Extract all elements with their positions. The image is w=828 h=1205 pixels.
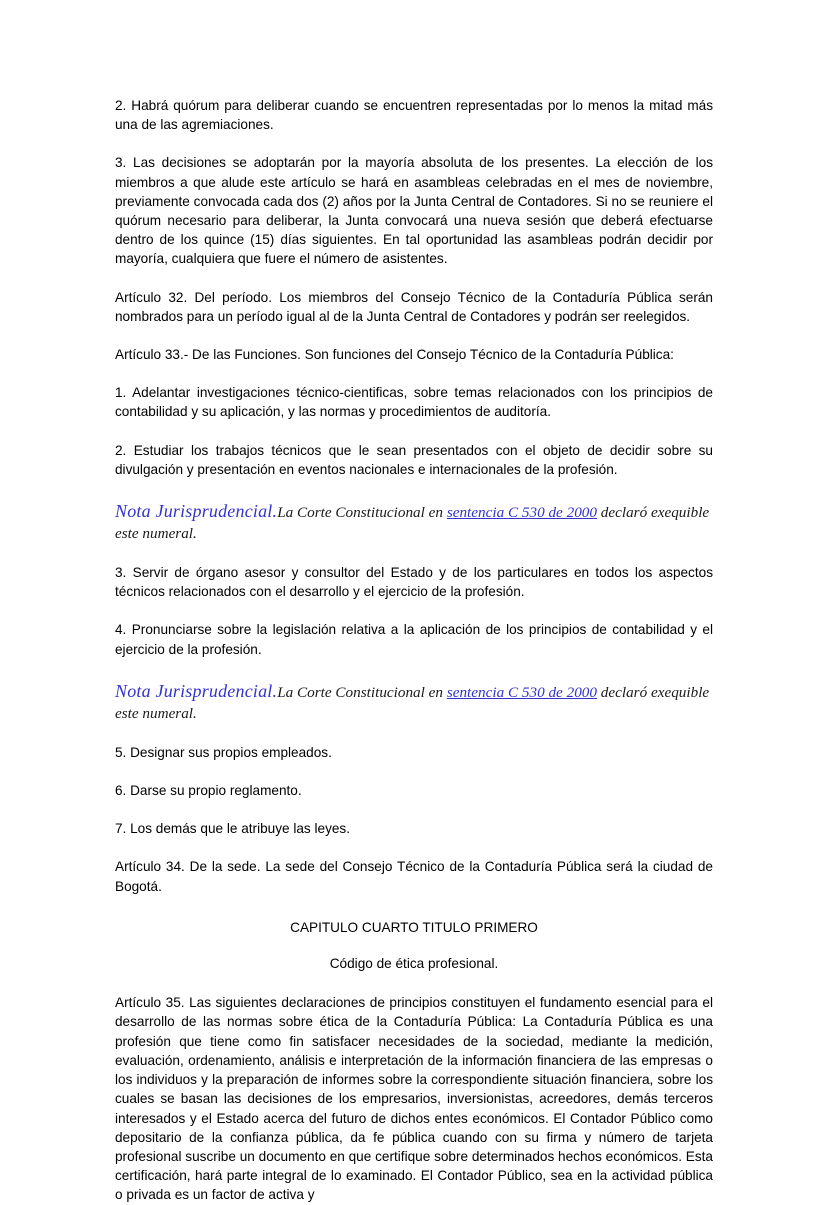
paragraph-funcion-7: 7. Los demás que le atribuye las leyes. — [115, 821, 351, 837]
paragraph-articulo-33: Artículo 33.- De las Funciones. Son funciones del Consejo Técnico de la Contaduría Pública: — [115, 347, 674, 363]
sentencia-link[interactable]: sentencia C 530 de 2000 — [446, 504, 597, 522]
paragraph-numeral-3: 3. Las decisiones se adoptarán por la mayoría absoluta de los presentes. La elección de los miembros a que alude este artículo se hará en asambleas celebradas en el mes de noviembre, previamente convocada cada dos (2) años por la Junta Central de Contadores. Si no se reuniere el quórum necesario para deliberar, la Junta convocará una nueva sesión que deberá efectuarse dentro de los quince (15) días siguientes. En tal oportunidad las asambleas podrán decidir por mayoría, cualquiera que fuere el número de asistentes. — [115, 155, 713, 267]
nota-text-after-link: declaró exequible este numeral. — [115, 683, 710, 722]
nota-jurisprudencial-title: Nota Jurisprudencial. — [115, 501, 278, 522]
paragraph-articulo-35: Artículo 35. Las siguientes declaraciones de principios constituyen el fundamento esencial para el desarrollo de las normas sobre ética de la Contaduría Pública: La Contaduría Pública es una profesión que tiene como fin satisfacer necesidades de la sociedad, mediante la medición, evaluación, ordenamiento, análisis e interpretación de la información financiera de las empresas o los individuos y la preparación de informes sobre la correspondiente situación financiera, sobre los cuales se basan las decisiones de los empresarios, inversionistas, acreedores, demás terceros interesados y el Estado acerca del futuro de dichos entes económicos. El Contador Público como depositario de la confianza pública, da fe pública cuando con su firma y número de tarjeta profesional suscribe un documento en que certifique sobre determinados hechos económicos. Esta certificación, hará parte integral de lo examinado. El Contador Público, sea en la actividad pública o privada es un factor de activa y — [115, 995, 713, 1203]
nota-text-before-link: La Corte Constitucional en — [277, 683, 447, 701]
sentencia-link[interactable]: sentencia C 530 de 2000 — [446, 683, 597, 701]
paragraph-funcion-4: 4. Pronunciarse sobre la legislación relativa a la aplicación de los principios de contabilidad y el ejercicio de la profesión. — [115, 622, 713, 657]
paragraph-funcion-3: 3. Servir de órgano asesor y consultor del Estado y de los particulares en todos los aspectos técnicos relacionados con el desarrollo y el ejercicio de la profesión. — [115, 565, 713, 600]
nota-text-before-link: La Corte Constitucional en — [277, 504, 447, 522]
paragraph-funcion-2: 2. Estudiar los trabajos técnicos que le sean presentados con el objeto de decidir sobre su divulgación y presentación en eventos nacionales e internacionales de la profesión. — [115, 442, 713, 477]
nota-text-after-link: declaró exequible este numeral. — [115, 504, 710, 543]
subtitle-heading: Código de ética profesional. — [329, 956, 499, 972]
paragraph-articulo-32: Artículo 32. Del período. Los miembros del Consejo Técnico de la Contaduría Pública serán nombrados para un período igual al de la Junta Central de Contadores y podrán ser reelegidos. — [115, 289, 713, 324]
nota-jurisprudencial-1 — [115, 501, 713, 544]
chapter-heading: CAPITULO CUARTO TITULO PRIMERO — [290, 919, 538, 935]
nota-jurisprudencial-title: Nota Jurisprudencial. — [115, 680, 278, 701]
paragraph-numeral-2: 2. Habrá quórum para deliberar cuando se encuentren representadas por lo menos la mitad más una de las agremiaciones. — [115, 98, 713, 133]
paragraph-funcion-5: 5. Designar sus propios empleados. — [115, 744, 332, 760]
nota-jurisprudencial-2 — [115, 681, 713, 724]
paragraph-funcion-1: 1. Adelantar investigaciones técnico-cientificas, sobre temas relacionados con los principios de contabilidad y su aplicación, y las normas y procedimientos de auditoría. — [115, 385, 713, 420]
document-content-column — [115, 96, 713, 1205]
paragraph-articulo-34: Artículo 34. De la sede. La sede del Consejo Técnico de la Contaduría Pública será la ciudad de Bogotá. — [115, 859, 713, 894]
paragraph-funcion-6: 6. Darse su propio reglamento. — [115, 783, 302, 799]
